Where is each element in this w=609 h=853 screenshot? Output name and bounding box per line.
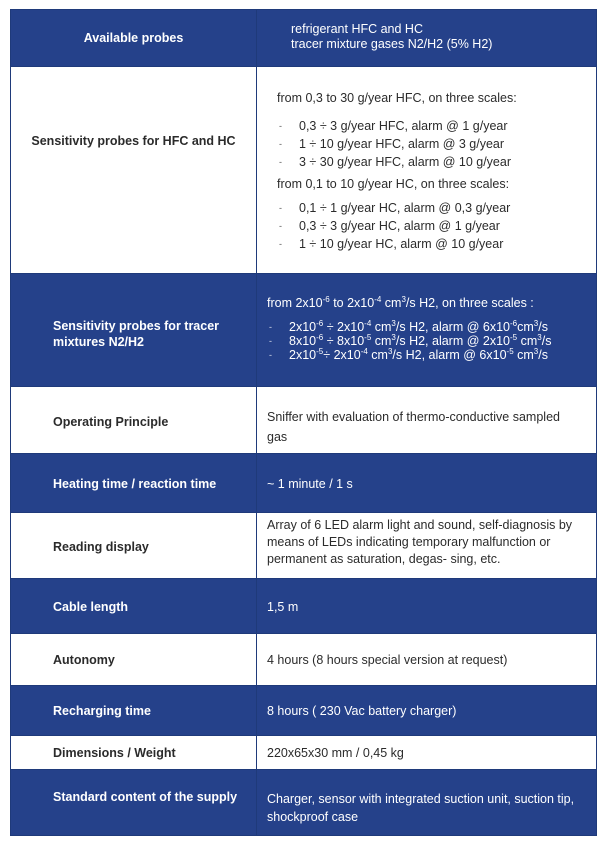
- value-cell: [257, 10, 596, 66]
- scale-item: - $2x10^{-5}\div 2x10^{-4}$ $cm^3/s$ H2, alarm @ $6x10^{-5}$ $cm^3/s$: [267, 348, 586, 362]
- row-label: Recharging time: [53, 704, 151, 718]
- value-cell: [257, 454, 596, 512]
- label-cell: [11, 454, 257, 512]
- row-value: 220x65x30 mm / 0,45 kg: [267, 746, 404, 760]
- scale-item: - 1 ÷ 10 g/year HFC, alarm @ 3 g/year: [277, 135, 586, 153]
- value-cell: [257, 634, 596, 685]
- label-cell: [11, 387, 257, 453]
- row-value: Sniffer with evaluation of thermo-conductive sampled gas: [267, 410, 560, 444]
- label-cell: [11, 67, 257, 273]
- value-cell: [257, 67, 596, 273]
- row-value: [267, 294, 586, 362]
- row-available-probes: [11, 10, 596, 66]
- scale-intro: from 0,3 to 30 g/year HFC, on three scales:: [277, 91, 517, 105]
- row-autonomy: [11, 633, 596, 685]
- value-line: tracer mixture gases N2/H2 (5% H2): [291, 37, 493, 51]
- label-cell: [11, 579, 257, 633]
- scale-intro: from 0,1 to 10 g/year HC, on three scales:: [277, 177, 510, 191]
- tracer-scale-list: [267, 320, 586, 362]
- value-cell: [257, 387, 596, 453]
- scale-intro: from $2x10^{-6}$ to $2x10^{-4}$ $cm^3/s$ H2, on three scales :: [267, 294, 534, 310]
- row-label: Dimensions / Weight: [53, 746, 176, 760]
- row-value: 8 hours ( 230 Vac battery charger): [267, 704, 457, 718]
- scale-item: - 0,3 ÷ 3 g/year HFC, alarm @ 1 g/year: [277, 117, 586, 135]
- label-cell: [11, 513, 257, 578]
- spec-table: [10, 9, 597, 836]
- value-cell: [257, 736, 596, 769]
- row-sensitivity-tracer: [11, 273, 596, 386]
- row-label: Autonomy: [53, 653, 115, 667]
- scale-item: - 3 ÷ 30 g/year HFC, alarm @ 10 g/year: [277, 153, 586, 171]
- scale-item: - 0,1 ÷ 1 g/year HC, alarm @ 0,3 g/year: [277, 199, 586, 217]
- value-cell: [257, 579, 596, 633]
- scale-item: - $2x10^{-6} \div 2x10^{-4}$ $cm^3/s$ H2, alarm @ $6x10^{-6}cm^3/s$: [267, 320, 586, 334]
- scale-item: - $8x10^{-6} \div 8x10^{-5}$ $cm^3/s$ H2, alarm @ $2x10^{-5}$ $cm^3/s$: [267, 334, 586, 348]
- row-label: Operating Principle: [53, 415, 169, 429]
- label-cell: [11, 770, 257, 835]
- row-value: [277, 89, 586, 253]
- value-cell: [257, 770, 596, 835]
- value-cell: [257, 274, 596, 386]
- row-operating-principle: [11, 386, 596, 453]
- row-value: Array of 6 LED alarm light and sound, self-diagnosis by means of LEDs indicating temporary malfunction or permanent as saturation, degas- sing, etc.: [267, 518, 573, 566]
- row-label: Cable length: [53, 600, 129, 614]
- row-dimensions-weight: [11, 735, 596, 769]
- row-label: Sensitivity probes for tracer mixtures N2/H2: [53, 319, 220, 349]
- row-cable-length: [11, 578, 596, 633]
- value-cell: [257, 513, 596, 578]
- value-line: refrigerant HFC and HC: [291, 22, 423, 36]
- scale-item: - 1 ÷ 10 g/year HC, alarm @ 10 g/year: [277, 235, 586, 253]
- row-value: 1,5 m: [267, 600, 299, 614]
- row-label: Available probes: [83, 31, 184, 45]
- row-label: Reading display: [53, 540, 149, 554]
- label-cell: [11, 10, 257, 66]
- label-cell: [11, 634, 257, 685]
- row-label: Sensitivity probes for HFC and HC: [31, 134, 236, 148]
- label-cell: [11, 274, 257, 386]
- row-value: Charger, sensor with integrated suction unit, suction tip, shockproof case: [267, 792, 575, 824]
- row-recharging-time: [11, 685, 596, 735]
- label-cell: [11, 736, 257, 769]
- row-reading-display: [11, 512, 596, 578]
- row-value: 4 hours (8 hours special version at request): [267, 653, 508, 667]
- label-cell: [11, 686, 257, 735]
- scale-item: - 0,3 ÷ 3 g/year HC, alarm @ 1 g/year: [277, 217, 586, 235]
- value-cell: [257, 686, 596, 735]
- row-value: ~ 1 minute / 1 s: [267, 477, 353, 491]
- row-label: Standard content of the supply: [53, 790, 238, 804]
- row-label: Heating time / reaction time: [53, 477, 217, 491]
- row-value: [291, 22, 586, 52]
- row-sensitivity-hfc-hc: [11, 66, 596, 273]
- row-standard-content: [11, 769, 596, 835]
- row-heating-time: [11, 453, 596, 512]
